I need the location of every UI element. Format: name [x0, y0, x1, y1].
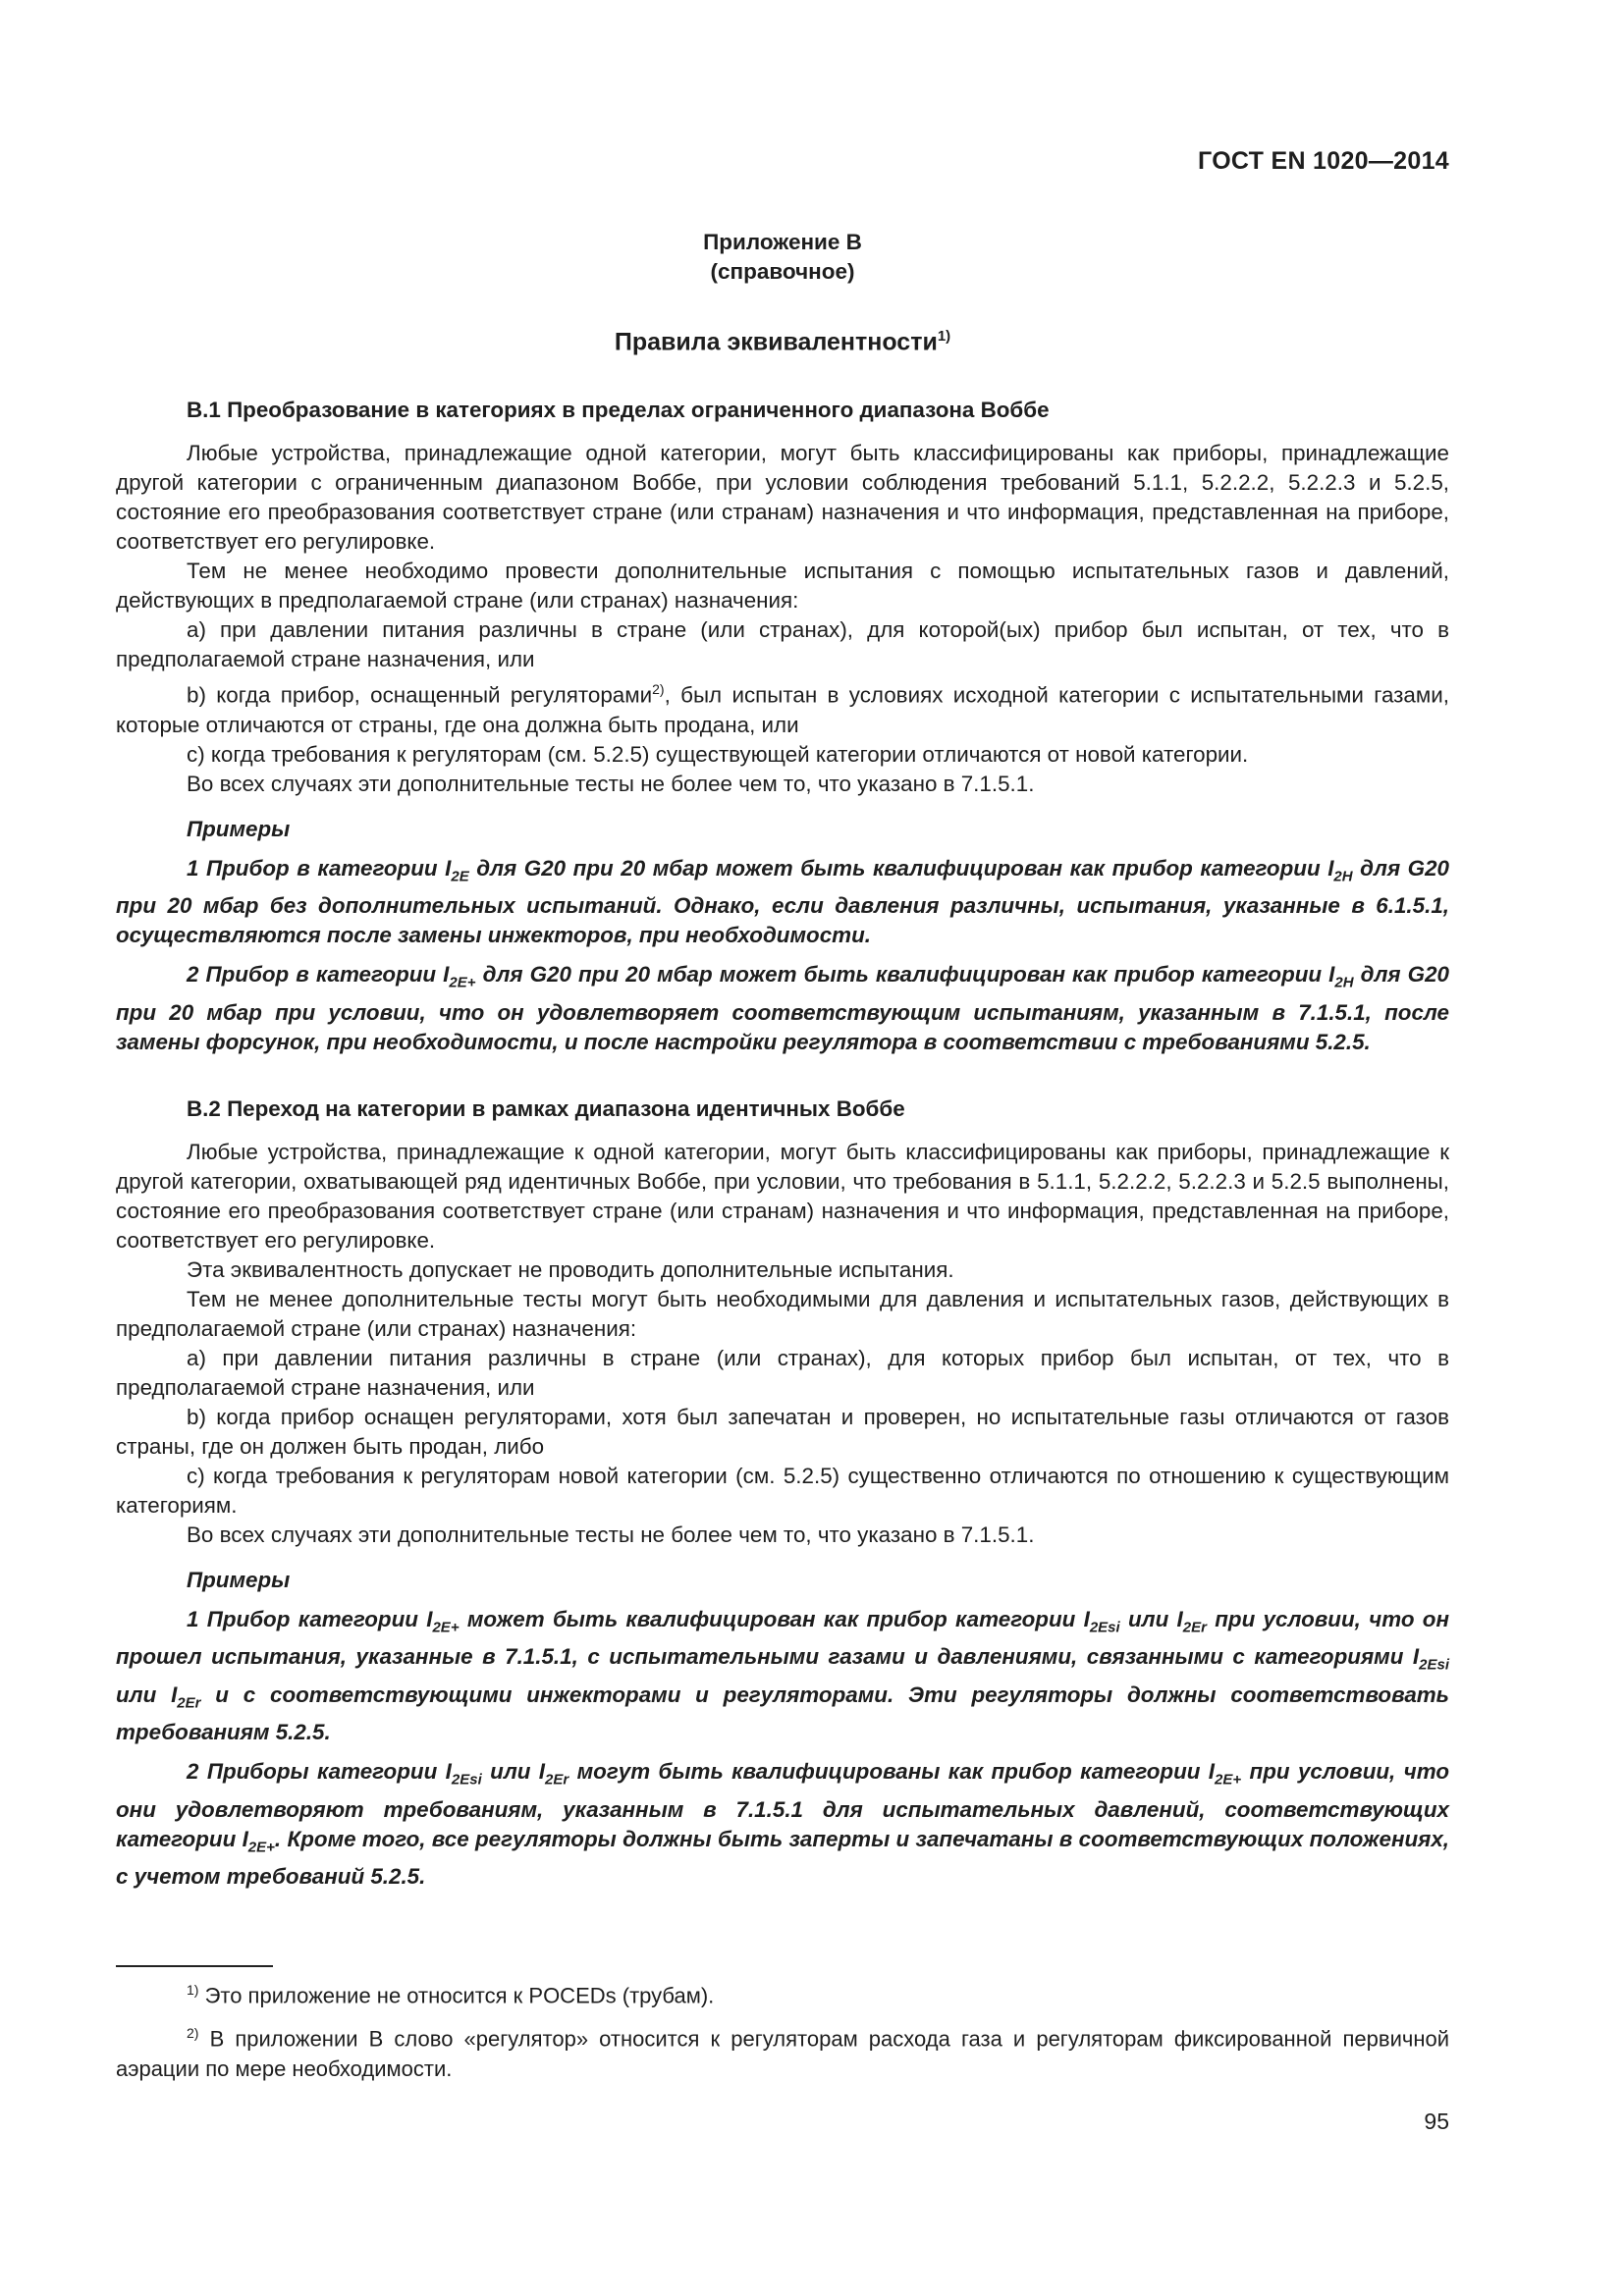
list-item: а) при давлении питания различны в стране (или странах), для которых прибор был испытан, от тех, что в предполагаемой стране назначения, или	[116, 1345, 1449, 1400]
category-subscript: 2E	[451, 868, 469, 885]
paragraph: Во всех случаях эти дополнительные тесты не более чем то, что указано в 7.1.5.1.	[187, 1522, 1035, 1547]
example-text: при условии, что они удовлетворяют требованиям, указанным в 7.1.5.1 для испытательных давлений, соответствующих категории I	[116, 1759, 1449, 1851]
category-subscript: 2Er	[545, 1771, 569, 1789]
category-subscript: 2Er	[177, 1694, 201, 1712]
footnote-mark: 1)	[187, 1982, 199, 1998]
category-subscript: 2Er	[1182, 1619, 1207, 1636]
example-text: или I	[481, 1759, 546, 1785]
paragraph: Эта эквивалентность допускает не проводить дополнительные испытания.	[187, 1256, 954, 1282]
list-item: b) когда прибор оснащен регуляторами, хотя был запечатан и проверен, но испытательные газы отличаются от газов страны, где он должен быть продан, либо	[116, 1404, 1449, 1459]
example-item	[116, 960, 1449, 1056]
example-text: при условии, что он прошел испытания, указанные в 7.1.5.1, с испытательными газами и давлениями, связанными с категориями I	[116, 1606, 1449, 1670]
example-text: 1 Прибор в категории I	[187, 855, 452, 881]
paragraph: Тем не менее необходимо провести дополнительные испытания с помощью испытательных газов и давлений, действующих в предполагаемой стране (или странах) назначения:	[116, 559, 1449, 614]
example-text: могут быть квалифицированы как прибор категории I	[568, 1759, 1216, 1785]
rules-title-text: Правила эквивалентности	[614, 328, 938, 356]
paragraph: Любые устройства, принадлежащие к одной категории, могут быть классифицированы как приборы, принадлежащие к другой категории, охватывающей ряд идентичных Воббе, при условии, что требования в 5.1.1, 5.2.2.2, 5.2.2.3 и 5.2.5 выполнены, состояние его преобразования соответствует стране (или странам) назначения и что информация, представленная на приборе, соответствует его регулировке.	[116, 1139, 1449, 1253]
example-text: для G20 при 20 мбар при условии, что он удовлетворяет соответствующим испытаниям, указанным в 7.1.5.1, после замены форсунок, при необходимости, и после настройки регулятора в соответствии с требованиями 5.2.5.	[116, 962, 1450, 1054]
list-item: а) при давлении питания различны в стране (или странах), для которой(ых) прибор был испытан, от тех, что в предполагаемой стране назначения, или	[116, 617, 1449, 672]
example-text: или I	[116, 1682, 178, 1707]
footnote-text: Это приложение не относится к POCEDs (трубам).	[198, 1983, 715, 2008]
paragraph: Тем не менее дополнительные тесты могут быть необходимыми для давления и испытательных газов, действующих в предполагаемой стране (или странах) назначения:	[116, 1286, 1449, 1341]
example-text: для G20 при 20 мбар без дополнительных испытаний. Однако, если давления различны, испытания, указанные в 6.1.5.1, осуществляются после замены инжекторов, при необходимости.	[116, 855, 1450, 948]
example-text: 2 Приборы категории I	[187, 1759, 452, 1785]
list-item-text: , был испытан в условиях исходной категории с испытательными газами, которые отличаются от страны, где она должна быть продана, или	[116, 682, 1449, 737]
page-content	[116, 228, 1449, 1892]
list-item	[116, 674, 1449, 739]
section-b1-title: B.1 Преобразование в категориях в пределах ограниченного диапазона Воббе	[187, 398, 1050, 423]
example-text: может быть квалифицирован как прибор категории I	[459, 1606, 1090, 1631]
footnote	[116, 2018, 1449, 2083]
list-item-text: b) когда прибор, оснащенный регуляторами	[187, 682, 653, 708]
category-subscript: 2E+	[449, 974, 476, 991]
appendix-subtitle: (справочное)	[710, 259, 855, 284]
category-subscript: 2E+	[432, 1619, 460, 1636]
section-b2-title: B.2 Переход на категории в рамках диапазона идентичных Воббе	[187, 1095, 905, 1121]
footnote-mark: 2)	[187, 2025, 199, 2042]
category-subscript: 2E+	[247, 1839, 275, 1856]
appendix-title: Приложение В	[703, 230, 862, 254]
list-item: с) когда требования к регуляторам (см. 5.2.5) существующей категории отличаются от новой категории.	[187, 741, 1249, 767]
examples-heading: Примеры	[187, 816, 291, 841]
example-text: для G20 при 20 мбар может быть квалифицирован как прибор категории I	[475, 962, 1335, 988]
footnote	[116, 1975, 1449, 2010]
examples-heading: Примеры	[187, 1567, 291, 1592]
category-subscript: 2E+	[1215, 1771, 1242, 1789]
footnote-ref: 1)	[937, 328, 951, 345]
example-item	[116, 1605, 1449, 1747]
category-subscript: 2H	[1334, 974, 1354, 991]
rules-title	[116, 320, 1449, 358]
page-number: 95	[1424, 2109, 1449, 2134]
footnotes	[116, 1975, 1449, 2092]
example-text: и с соответствующими инжекторами и регуляторами. Эти регуляторы должны соответствовать требованиям 5.2.5.	[116, 1682, 1449, 1745]
footnote-divider	[116, 1965, 273, 1967]
appendix-heading	[116, 228, 1449, 287]
paragraph: Любые устройства, принадлежащие одной категории, могут быть классифицированы как приборы, принадлежащие другой категории с ограниченным диапазоном Воббе, при условии соблюдения требований 5.1.1, 5.2.2.2, 5.2.2.3 и 5.2.5, состояние его преобразования соответствует стране (или странам) назначения и что информация, представленная на приборе, соответствует его регулировке.	[116, 441, 1449, 555]
example-text: 2 Прибор в категории I	[187, 962, 450, 988]
example-text: 1 Прибор категории I	[187, 1606, 433, 1631]
standard-code: ГОСТ EN 1020—2014	[1198, 147, 1449, 175]
category-subscript: 2Esi	[1419, 1656, 1449, 1674]
category-subscript: 2H	[1333, 868, 1353, 885]
example-text: для G20 при 20 мбар может быть квалифицирован как прибор категории I	[468, 855, 1334, 881]
list-item: с) когда требования к регуляторам новой категории (см. 5.2.5) существенно отличаются по отношению к существующим категориям.	[116, 1463, 1449, 1518]
footnote-ref: 2)	[652, 681, 665, 698]
example-text: . Кроме того, все регуляторы должны быть заперты и запечатаны в соответствующих положениях, с учетом требований 5.2.5.	[116, 1826, 1450, 1890]
example-item	[116, 1757, 1449, 1892]
footnote-text: В приложении В слово «регулятор» относится к регуляторам расхода газа и регуляторам фиксированной первичной аэрации по мере необходимости.	[116, 2026, 1449, 2081]
category-subscript: 2Esi	[1089, 1619, 1120, 1636]
example-item	[116, 854, 1449, 950]
example-text: или I	[1119, 1606, 1183, 1631]
paragraph: Во всех случаях эти дополнительные тесты не более чем то, что указано в 7.1.5.1.	[187, 771, 1035, 796]
category-subscript: 2Esi	[451, 1771, 482, 1789]
